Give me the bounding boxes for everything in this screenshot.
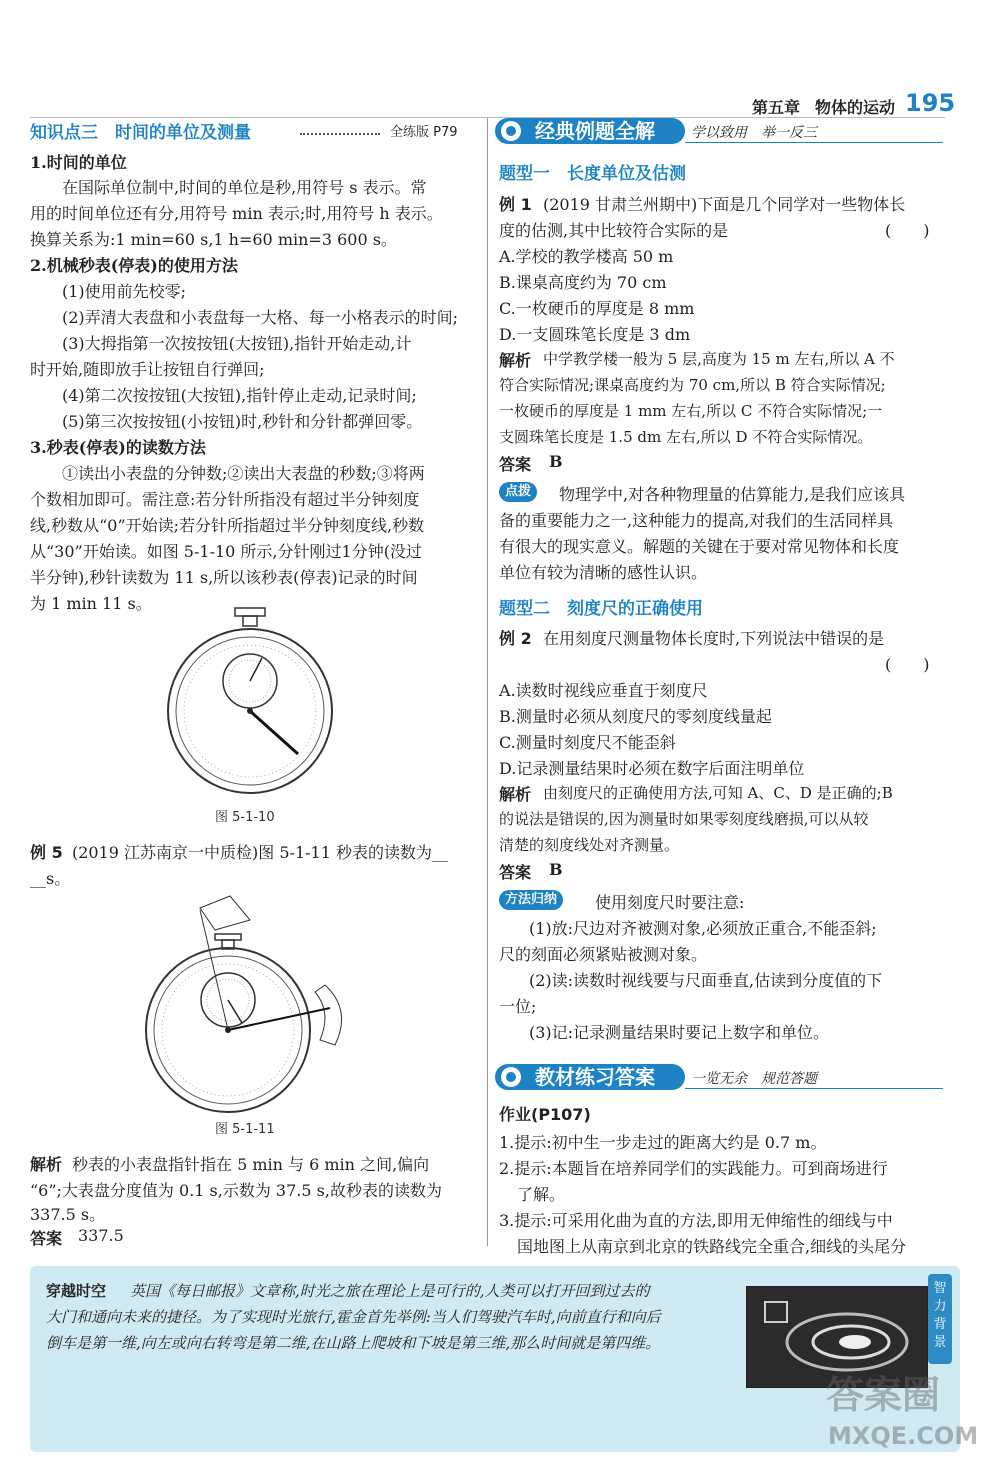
method-line: (1)放:尺边对齐被测对象,必须放正重合,不能歪斜; — [529, 919, 877, 938]
example-2-label: 例 2 — [499, 629, 532, 648]
homework-line: 国地图上从南京到北京的铁路线完全重合,细线的头尾分 — [517, 1237, 907, 1256]
method-line: 尺的刻面必须紧贴被测对象。 — [499, 945, 708, 964]
example-1-analysis-line: 中学教学楼一般为 5 层,高度为 15 m 左右,所以 A 不 — [543, 350, 895, 368]
banner1-rule — [685, 142, 943, 143]
s3-line: 为 1 min 11 s。 — [30, 594, 152, 613]
banner2-subtitle: 一览无余 规范答题 — [691, 1071, 817, 1087]
example-5-line: (2019 江苏南京一中质检)图 5-1-11 秒表的读数为__ — [72, 843, 448, 862]
example-1-option: C.一枚硬币的厚度是 8 mm — [499, 299, 695, 318]
example-2-bracket: ( ) — [885, 655, 930, 674]
example-1-option: B.课桌高度约为 70 cm — [499, 273, 667, 292]
example-1-bracket: ( ) — [885, 221, 930, 240]
example-2-analysis-line: 由刻度尺的正确使用方法,可知 A、C、D 是正确的;B — [543, 784, 893, 802]
example-1-line: (2019 甘肃兰州期中)下面是几个同学对一些物体长 — [543, 195, 906, 214]
footer-line: 英国《每日邮报》文章称,时光之旅在理论上是可行的,人类可以打开回到过去的 — [130, 1282, 650, 1300]
example-5-label: 例 5 — [30, 843, 63, 862]
answer-value: 337.5 — [78, 1226, 124, 1245]
method-line: 一位; — [499, 997, 537, 1016]
s2-line: (2)弄清大表盘和小表盘每一大格、每一小格表示的时间; — [62, 308, 459, 327]
type-1-title: 题型一 长度单位及估测 — [499, 164, 686, 184]
speaker-icon — [501, 121, 521, 141]
s3-line: 线,秒数从“0”开始读;若分针所指超过半分钟刻度线,秒数 — [30, 516, 425, 535]
homework-line: 了解。 — [517, 1185, 566, 1204]
example-2-answer: B — [549, 860, 563, 879]
example-2-option: D.记录测量结果时必须在数字后面注明单位 — [499, 759, 805, 778]
example-1-answer: B — [549, 452, 563, 471]
method-line: (3)记:记录测量结果时要记上数字和单位。 — [529, 1023, 830, 1042]
example-2-option: A.读数时视线应垂直于刻度尺 — [499, 681, 708, 700]
s1-title: 1.时间的单位 — [30, 153, 127, 172]
s2-line: (3)大拇指第一次按按钮(大按钮),指针开始走动,计 — [62, 334, 412, 353]
homework-line: 3.提示:可采用化曲为直的方法,即用无伸缩性的细线与中 — [499, 1211, 893, 1230]
example-1-label: 例 1 — [499, 195, 532, 214]
homework-title: 作业(P107) — [499, 1105, 591, 1124]
stopwatch-figure-2 — [130, 890, 370, 1120]
banner2-rule — [685, 1088, 943, 1089]
s2-line: 时开始,随即放手让按钮自行弹回; — [30, 360, 265, 379]
footer-line: 大门和通向未来的捷径。为了实现时光旅行,霍金首先举例:当人们驾驶汽车时,向前直行和向后 — [46, 1308, 661, 1326]
s2-line: (5)第三次按按钮(小按钮)时,秒针和分针都弹回零。 — [62, 412, 423, 431]
example-1-analysis-line: 一枚硬币的厚度是 1 mm 左右,所以 C 不符合实际情况;一 — [499, 402, 883, 420]
s3-line: 从“30”开始读。如图 5-1-10 所示,分针刚过1分钟(没过 — [30, 542, 422, 561]
analysis-line: 337.5 s。 — [30, 1205, 106, 1224]
homework-line: 2.提示:本题旨在培养同学们的实践能力。可到商场进行 — [499, 1159, 888, 1178]
figure-caption-1: 图 5-1-10 — [215, 810, 275, 825]
example-2-analysis-line: 清楚的刻度线处对齐测量。 — [499, 836, 680, 854]
example-2-line: 在用刻度尺测量物体长度时,下列说法中错误的是 — [543, 629, 885, 648]
banner-textbook-answers — [495, 1064, 685, 1090]
example-2-analysis-line: 的说法是错误的,因为测量时如果零刻度线磨损,可以从较 — [499, 810, 869, 828]
analysis-line: 秒表的小表盘指针指在 5 min 与 6 min 之间,偏向 — [72, 1155, 430, 1174]
s3-title: 3.秒表(停表)的读数方法 — [30, 438, 206, 457]
analysis-line: “6”;大表盘分度值为 0.1 s,示数为 37.5 s,故秒表的读数为 — [30, 1181, 442, 1200]
example-5-line: __s。 — [30, 869, 71, 888]
example-2-option: B.测量时必须从刻度尺的零刻度线量起 — [499, 707, 772, 726]
s3-line: ①读出小表盘的分钟数;②读出大表盘的秒数;③将两 — [62, 464, 425, 483]
stopwatch-figure-1 — [150, 606, 350, 796]
example-1-analysis-label: 解析 — [499, 351, 532, 370]
chapter-title: 物体的运动 — [815, 98, 896, 117]
right-column — [495, 118, 945, 1256]
s2-title: 2.机械秒表(停表)的使用方法 — [30, 256, 238, 275]
example-1-analysis-line: 符合实际情况;课桌高度约为 70 cm,所以 B 符合实际情况; — [499, 376, 886, 394]
section-leader — [300, 133, 380, 135]
banner1-title: 经典例题全解 — [535, 119, 655, 143]
page-number: 195 — [905, 89, 956, 117]
figure-caption-2: 图 5-1-11 — [215, 1122, 275, 1137]
type-2-title: 题型二 刻度尺的正确使用 — [499, 599, 703, 619]
banner1-subtitle: 学以致用 举一反三 — [691, 125, 817, 141]
method-badge: 方法归纳 — [499, 890, 563, 910]
analysis-label: 解析 — [30, 1155, 63, 1174]
example-1-answer-label: 答案 — [499, 455, 532, 474]
answer-label: 答案 — [30, 1229, 63, 1248]
side-tag — [928, 1274, 952, 1364]
footer-line: 倒车是第一维,向左或向右转弯是第二维,在山路上爬坡和下坡是第三维,那么时间就是第四维。 — [46, 1334, 661, 1352]
s2-line: (4)第二次按按钮(大按钮),指针停止走动,记录时间; — [62, 386, 417, 405]
example-1-option: A.学校的教学楼高 50 m — [499, 247, 674, 266]
homework-line: 1.提示:初中生一步走过的距离大约是 0.7 m。 — [499, 1133, 827, 1152]
tip-line: 物理学中,对各种物理量的估算能力,是我们应该具 — [559, 485, 906, 504]
example-2-option: C.测量时刻度尺不能歪斜 — [499, 733, 676, 752]
method-line: 使用刻度尺时要注意: — [595, 893, 745, 912]
section-ref: 全练版 P79 — [390, 125, 458, 140]
s1-line: 用的时间单位还有分,用符号 min 表示;时,用符号 h 表示。 — [30, 204, 443, 223]
side-tag-text: 智力背景 — [933, 1281, 947, 1350]
s3-line: 个数相加即可。需注意:若分针所指没有超过半分钟刻度 — [30, 490, 420, 509]
example-2-analysis-label: 解析 — [499, 785, 532, 804]
s1-line: 换算关系为:1 min=60 s,1 h=60 min=3 600 s。 — [30, 230, 397, 249]
example-1-line: 度的估测,其中比较符合实际的是 — [499, 221, 729, 240]
s2-line: (1)使用前先校零; — [62, 282, 187, 301]
tip-line: 有很大的现实意义。解题的关键在于要对常见物体和长度 — [499, 537, 900, 556]
example-1-analysis-line: 支圆珠笔长度是 1.5 dm 左右,所以 D 不符合实际情况。 — [499, 428, 873, 446]
page-header — [0, 0, 1000, 120]
banner2-title: 教材练习答案 — [535, 1065, 655, 1089]
s3-line: 半分钟),秒针读数为 11 s,所以该秒表(停表)记录的时间 — [30, 568, 418, 587]
column-divider — [487, 118, 488, 1246]
watermark-logo-text: 答案圈 — [826, 1373, 941, 1417]
banner-classic-examples — [495, 118, 685, 144]
example-2-answer-label: 答案 — [499, 863, 532, 882]
footer-label: 穿越时空 — [46, 1282, 107, 1300]
speaker-icon — [501, 1067, 521, 1087]
method-line: (2)读:读数时视线要与尺面垂直,估读到分度值的下 — [529, 971, 883, 990]
tip-badge: 点拨 — [499, 482, 537, 502]
watermark-url: MXQE.COM — [828, 1422, 979, 1450]
tip-line: 单位有较为清晰的感性认识。 — [499, 563, 708, 582]
watermark — [820, 1364, 995, 1462]
s1-line: 在国际单位制中,时间的单位是秒,用符号 s 表示。常 — [62, 178, 427, 197]
tip-line: 备的重要能力之一,这种能力的提高,对我们的生活同样具 — [499, 511, 894, 530]
example-1-option: D.一支圆珠笔长度是 3 dm — [499, 325, 691, 344]
left-column — [30, 118, 480, 1248]
chapter-label: 第五章 — [752, 98, 801, 117]
section-title: 知识点三 时间的单位及测量 — [30, 123, 251, 143]
